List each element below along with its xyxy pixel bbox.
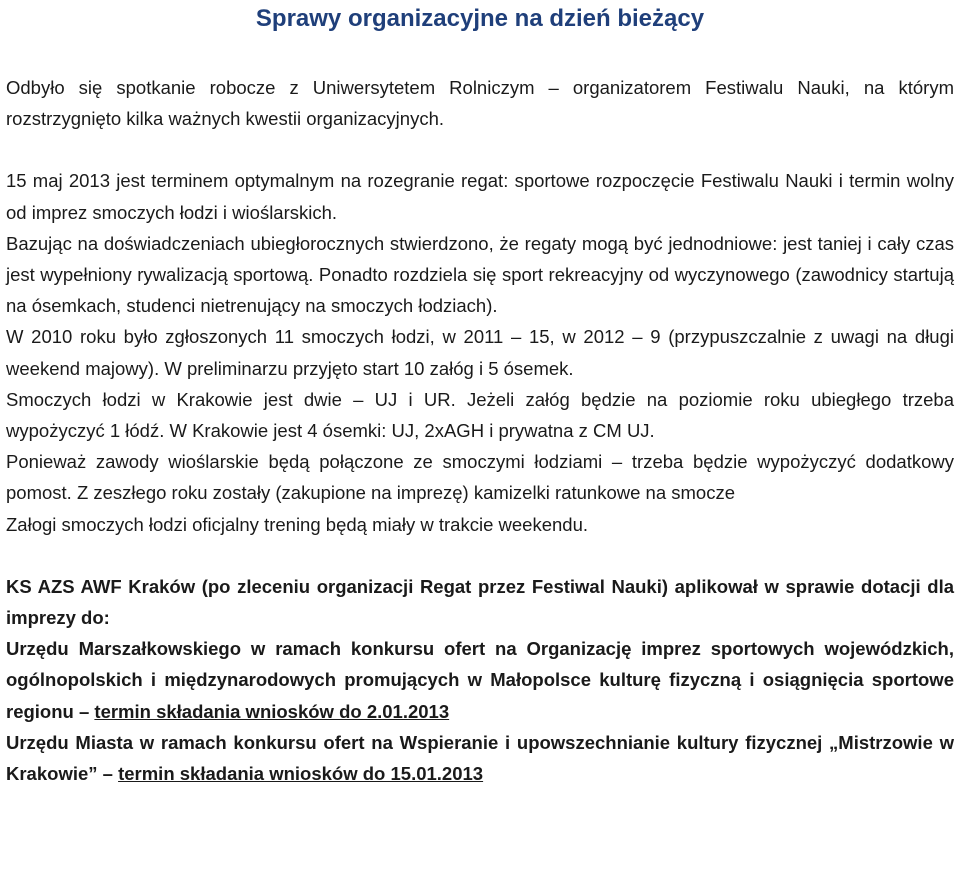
funding-section bbox=[6, 571, 954, 789]
paragraph-experience: Bazując na doświadczeniach ubiegłorocznych stwierdzono, że regaty mogą być jednodniowe: jest taniej i cały czas jest wypełniony rywalizacją sportową. Ponadto rozdziela się sport rekreacyjny od wyczynowego (zawodnicy startują na ósemkach, studenci nietrenujący na smoczych łodziach). bbox=[6, 232, 954, 317]
marshal-office-deadline: termin składania wniosków do 2.01.2013 bbox=[94, 700, 450, 722]
funding-marshal-office bbox=[6, 633, 954, 727]
paragraph-training: Załogi smoczych łodzi oficjalny trening będą miały w trakcie weekendu. bbox=[6, 513, 588, 535]
paragraph-regatta-date: 15 maj 2013 jest terminem optymalnym na rozegranie regat: sportowe rozpoczęcie Festiwalu Nauki i termin wolny od imprez smoczych łodzi i wioślarskich. bbox=[6, 170, 954, 223]
paragraph-boat-counts: W 2010 roku było zgłoszonych 11 smoczych łodzi, w 2011 – 15, w 2012 – 9 (przypuszczalnie z uwagi na długi weekend majowy). W preliminarzu przyjęto start 10 załóg i 5 ósemek. bbox=[6, 326, 954, 379]
section-spacer bbox=[6, 540, 954, 571]
paragraph-meeting: Odbyło się spotkanie robocze z Uniwersytetem Rolniczym – organizatorem Festiwalu Nauki, na którym rozstrzygnięto kilka ważnych kwestii organizacyjnych. bbox=[6, 77, 954, 130]
funding-city-office bbox=[6, 727, 954, 789]
funding-intro: KS AZS AWF Kraków (po zleceniu organizacji Regat przez Festiwal Nauki) aplikował w sprawie dotacji dla imprezy do: bbox=[6, 575, 954, 629]
city-office-deadline: termin składania wniosków do 15.01.2013 bbox=[118, 763, 484, 785]
page-title: Sprawy organizacyjne na dzień bieżący bbox=[255, 5, 705, 32]
marshal-office-text: Urzędu Marszałkowskiego w ramach konkursu ofert na Organizację imprez sportowych wojewódzkich, ogólnopolskich i międzynarodowych promujących w Małopolsce kulturę fizyczną i osiągnięcia sportowe regionu – bbox=[6, 638, 954, 722]
paragraph-krakow-boats: Smoczych łodzi w Krakowie jest dwie – UJ i UR. Jeżeli załóg będzie na poziomie roku ubiegłego trzeba wypożyczyć 1 łódź. W Krakowie jest 4 ósemki: UJ, 2xAGH i prywatna z CM UJ. bbox=[6, 388, 954, 442]
city-office-text: Urzędu Miasta w ramach konkursu ofert na Wspieranie i upowszechnianie kultury fizycznej „Mistrzowie w Krakowie” – bbox=[6, 731, 954, 785]
paragraph-pontoon: Ponieważ zawody wioślarskie będą połączone ze smoczymi łodziami – trzeba będzie wypożyczyć dodatkowy pomost. Z zeszłego roku zostały (zakupione na imprezę) kamizelki ratunkowe na smocze bbox=[6, 451, 954, 504]
